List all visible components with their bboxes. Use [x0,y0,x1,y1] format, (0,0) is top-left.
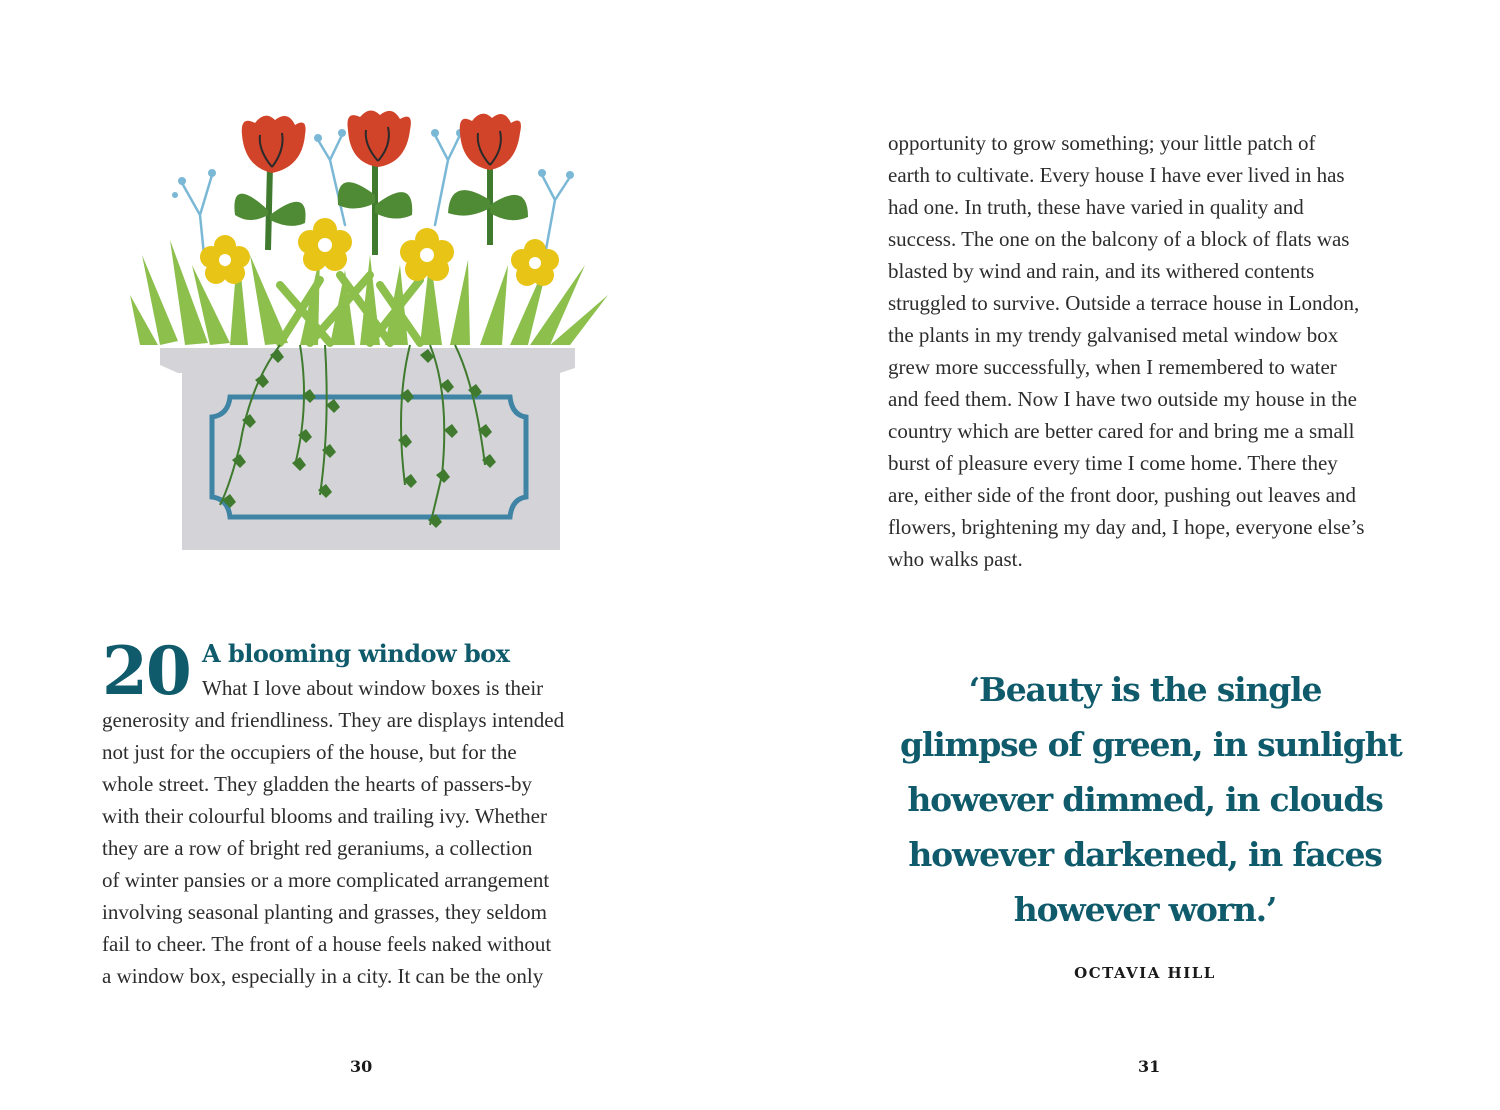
right-line: opportunity to grow something; your little patch of [888,131,1316,155]
left-line: of winter pansies or a more complicated arrangement [102,868,550,892]
quote-line: however darkened, in faces [908,835,1382,874]
page-number-left: 30 [350,1057,373,1076]
quote-author: OCTAVIA HILL [1074,964,1216,982]
right-line: had one. In truth, these have varied in quality and [888,195,1304,219]
left-line: fail to cheer. The front of a house feels naked without [102,932,552,956]
right-line: struggled to survive. Outside a terrace house in London, [888,291,1360,315]
right-line: the plants in my trendy galvanised metal window box [888,323,1339,347]
right-line: are, either side of the front door, pushing out leaves and [888,483,1357,507]
tulips [234,110,528,255]
window-box-illustration [130,105,620,565]
page-number-right: 31 [1138,1057,1161,1076]
left-line: What I love about window boxes is their [202,676,544,700]
quote-line: however dimmed, in clouds [907,780,1383,819]
left-line: a window box, especially in a city. It can be the only [102,964,544,988]
quote-line: ‘Beauty is the single [968,670,1322,709]
right-line: grew more successfully, when I remembered to water [888,355,1337,379]
right-line: success. The one on the balcony of a block of flats was [888,227,1350,251]
left-line: they are a row of bright red geraniums, a collection [102,836,533,860]
entry-title: A blooming window box [202,639,510,668]
left-line: generosity and friendliness. They are displays intended [102,708,565,732]
right-line: country which are better cared for and bring me a small [888,419,1355,443]
left-line: not just for the occupiers of the house, but for the [102,740,517,764]
window-box [160,348,575,550]
right-line: who walks past. [888,547,1023,571]
left-line: whole street. They gladden the hearts of passers-by [102,772,532,796]
right-line: and feed them. Now I have two outside my house in the [888,387,1357,411]
quote-line: glimpse of green, in sunlight [900,725,1402,764]
right-line: blasted by wind and rain, and its withered contents [888,259,1315,283]
left-line: involving seasonal planting and grasses, they seldom [102,900,548,924]
entry-number: 20 [102,632,190,710]
pull-quote [900,662,1402,937]
right-line: burst of pleasure every time I come home. There they [888,451,1338,475]
left-line: with their colourful blooms and trailing ivy. Whether [102,804,547,828]
right-line: flowers, brightening my day and, I hope, everyone else’s [888,515,1365,539]
quote-line: however worn.’ [1013,890,1277,929]
right-line: earth to cultivate. Every house I have ever lived in has [888,163,1345,187]
